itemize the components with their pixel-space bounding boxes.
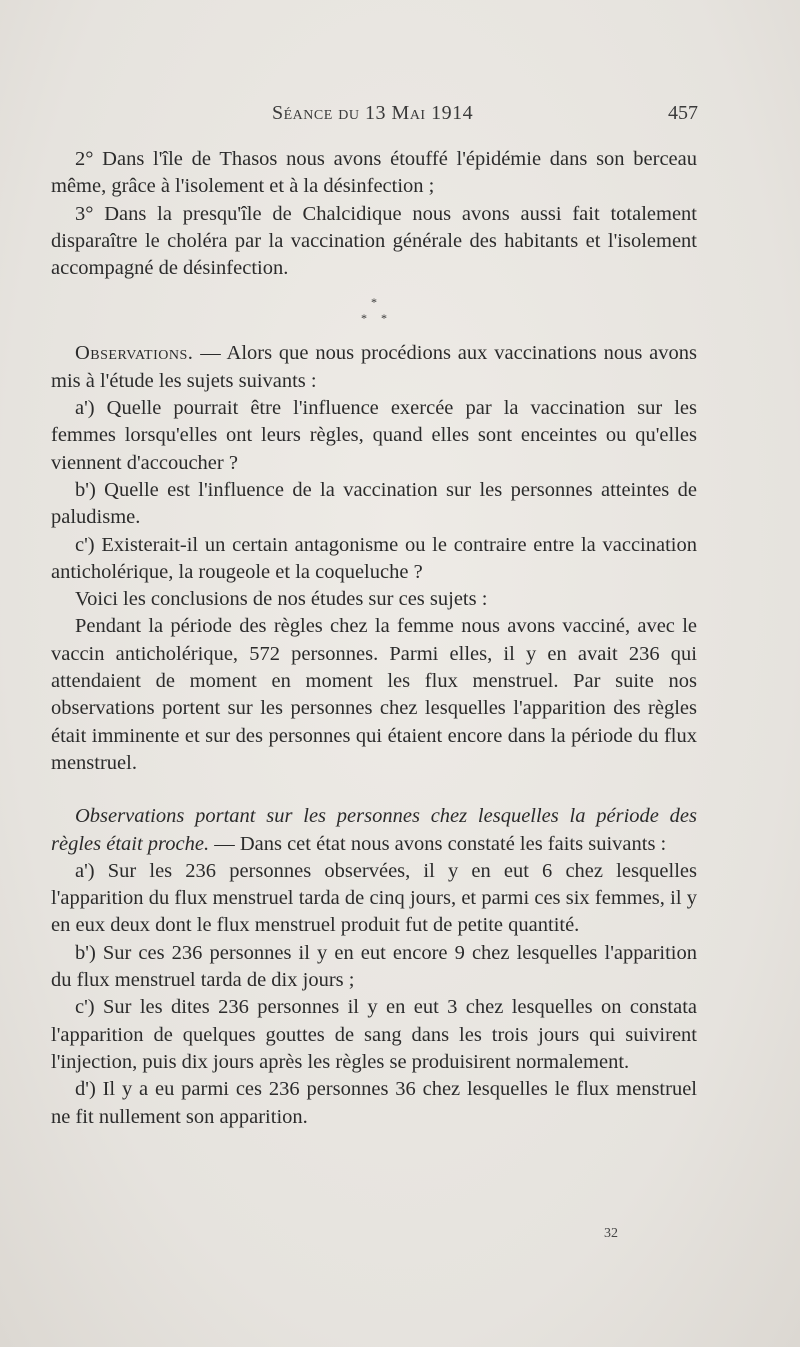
asterism-separator: [51, 294, 697, 326]
paragraph-thasos: 2° Dans l'île de Thasos nous avons étouffé l'épidémie dans son berceau même, grâce à l'isolement et à la désinfection ;: [51, 148, 697, 198]
header-date: 13: [365, 102, 387, 124]
running-header: [50, 102, 700, 130]
paragraph-chalcidique: 3° Dans la presqu'île de Chalcidique nous avons aussi fait totalement disparaître le choléra par la vaccination générale des habitants et l'isolement accompagné de désinfection.: [51, 202, 697, 280]
paragraph-pendant: Pendant la période des règles chez la femme nous avons vacciné, avec le vaccin anticholérique, 572 personnes. Parmi elles, il y en avait 236 qui attendaient de moment en moment les flux menstruel. Par suite nos observations portent sur les personnes chez lesquelles l'apparition des règles était imminente et sur des personnes qui étaient encore dans la période du flux menstruel.: [51, 615, 697, 774]
asterism-top: *: [371, 295, 377, 310]
finding-d: d') Il y a eu parmi ces 236 personnes 36 chez lesquelles le flux menstruel ne fit nullement son apparition.: [51, 1078, 697, 1128]
header-month: Mai: [391, 102, 426, 124]
header-title: [272, 102, 473, 125]
paragraph-section2: [51, 803, 697, 858]
question-a: a') Quelle pourrait être l'influence exercée par la vaccination sur les femmes lorsqu'elles ont leurs règles, quand elles sont enceintes ou qu'elles viennent d'accoucher ?: [51, 397, 697, 474]
header-du: du: [338, 102, 360, 124]
finding-a: a') Sur les 236 personnes observées, il y en eut 6 chez lesquelles l'apparition du flux menstruel tarda de cinq jours, et parmi ces six femmes, il y en eux deux dont le flux menstruel produit fut de petite quantité.: [51, 859, 697, 937]
body-text: [51, 146, 697, 1131]
section-gap: [51, 777, 697, 803]
observations-lead: — Alors que nous procédions aux vaccinations nous avons mis à l'étude les sujets suivants :: [51, 342, 697, 392]
finding-b: b') Sur ces 236 personnes il y en eut encore 9 chez lesquelles l'apparition du flux menstruel tarda de dix jours ;: [51, 941, 697, 992]
header-year: 1914: [431, 102, 474, 124]
question-b: b') Quelle est l'influence de la vaccination sur les personnes atteintes de paludisme.: [51, 478, 697, 529]
section2-lead: — Dans cet état nous avons constaté les faits suivants :: [209, 832, 667, 855]
section2-heading: Observations portant sur les personnes chez lesquelles la période des règles était proche.: [51, 805, 697, 855]
observations-heading: Observations.: [75, 342, 194, 365]
paragraph-observations: [51, 340, 697, 395]
finding-c: c') Sur les dites 236 personnes il y en eut 3 chez lesquelles on constata l'apparition de quelques gouttes de sang dans les trois jours qui suivirent l'injection, puis dix jours après les règles se produisirent normalement.: [51, 996, 697, 1073]
page-number: 457: [668, 102, 698, 124]
asterism-bottom: **: [361, 311, 401, 326]
paragraph-conclusions: Voici les conclusions de nos études sur ces sujets :: [75, 588, 488, 611]
question-c: c') Existerait-il un certain antagonisme ou le contraire entre la vaccination anticholérique, la rougeole et la coqueluche ?: [51, 533, 697, 583]
signature-mark: 32: [604, 1226, 618, 1241]
header-seance: Séance: [272, 102, 333, 124]
